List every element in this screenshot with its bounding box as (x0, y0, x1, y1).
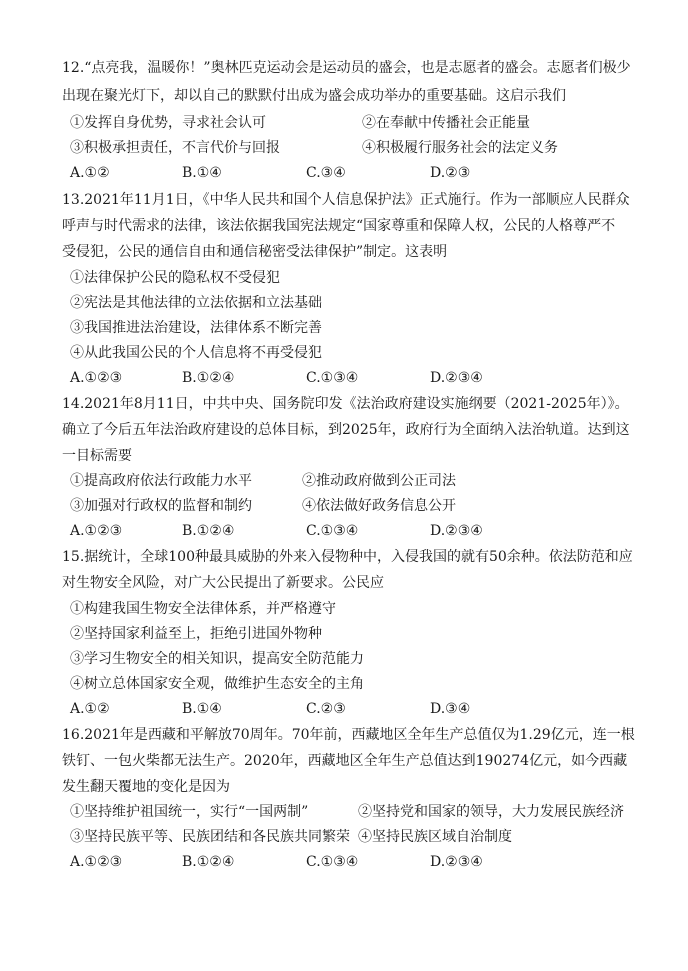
statement-4: ④从此我国公民的个人信息将不再受侵犯 (70, 345, 322, 361)
question-16-stem-line-2: 铁钉、一包火柴都无法生产。2020年，西藏地区全年生产总值达到190274亿元，如今西藏 (62, 753, 628, 769)
question-16-stem-line-1: 16.2021年是西藏和平解放70周年。70年前，西藏地区全年生产总值仅为1.29亿元，连一根 (62, 727, 635, 743)
question-16-statements-row-2 (70, 825, 670, 849)
question-12-stem-line-1: 12.“点亮我，温暖你！”奥林匹克运动会是运动员的盛会，也是志愿者的盛会。志愿者们极少 (62, 60, 631, 76)
question-14-statements-row-1 (70, 469, 670, 493)
statement-2: ②坚持国家利益至上，拒绝引进国外物种 (70, 626, 322, 642)
question-13-stem-line-1: 13.2021年11月1日，《中华人民共和国个人信息保护法》正式施行。作为一部顺应人民群众 (62, 192, 630, 208)
statement-3: ③我国推进法治建设，法律体系不断完善 (70, 320, 322, 336)
question-12-statements-row-1 (70, 111, 670, 135)
question-15-stem-line-1: 15.据统计，全球100种最具威胁的外来入侵物种中，入侵我国的就有50余种。依法防范和应 (62, 549, 633, 565)
statement-4: ④坚持民族区域自治制度 (358, 829, 512, 845)
statement-1: ①提高政府依法行政能力水平 (70, 473, 252, 489)
statement-3: ③加强对行政权的监督和制约 (70, 498, 252, 514)
option-d[interactable]: D.③④ (430, 701, 471, 717)
option-d[interactable]: D.②③ (430, 165, 471, 181)
statement-1: ①坚持维护祖国统一，实行“一国两制” (70, 804, 309, 820)
question-16-stem-line-3: 发生翻天覆地的变化是因为 (62, 779, 230, 795)
statement-1: ①法律保护公民的隐私权不受侵犯 (70, 270, 280, 286)
statement-3: ③坚持民族平等、民族团结和各民族共同繁荣 (70, 829, 350, 845)
question-13-options (62, 366, 662, 390)
option-d[interactable]: D.②③④ (430, 523, 483, 539)
option-c[interactable]: C.①③④ (306, 523, 359, 539)
option-b[interactable]: B.①②④ (182, 370, 235, 386)
statement-1: ①发挥自身优势，寻求社会认可 (70, 115, 266, 131)
question-14-options (62, 519, 662, 543)
option-a[interactable]: A.①② (70, 165, 110, 181)
option-a[interactable]: A.①②③ (70, 523, 123, 539)
option-b[interactable]: B.①②④ (182, 523, 235, 539)
statement-2: ②宪法是其他法律的立法依据和立法基础 (70, 295, 322, 311)
question-12-statements-row-2 (70, 136, 670, 160)
question-13-stem-line-3: 受侵犯，公民的通信自由和通信秘密受法律保护”制定。这表明 (62, 244, 448, 260)
option-b[interactable]: B.①④ (182, 165, 222, 181)
option-a[interactable]: A.①② (70, 701, 110, 717)
option-c[interactable]: C.①③④ (306, 854, 359, 870)
question-15-options (62, 697, 662, 721)
option-c[interactable]: C.①③④ (306, 370, 359, 386)
statement-2: ②坚持党和国家的领导，大力发展民族经济 (358, 804, 624, 820)
question-16-options (62, 850, 662, 874)
question-14-stem-line-3: 一目标需要 (62, 448, 132, 464)
option-a[interactable]: A.①②③ (70, 370, 123, 386)
statement-1: ①构建我国生物安全法律体系，并严格遵守 (70, 601, 336, 617)
question-13-stem-line-2: 呼声与时代需求的法律，该法依据我国宪法规定“国家尊重和保障人权，公民的人格尊严不 (62, 218, 616, 234)
question-12-stem-line-2: 出现在聚光灯下，却以自己的默默付出成为盛会成功举办的重要基础。这启示我们 (62, 88, 566, 104)
question-15-stem-line-2: 对生物安全风险，对广大公民提出了新要求。公民应 (62, 575, 384, 591)
statement-4: ④积极履行服务社会的法定义务 (362, 140, 558, 156)
option-d[interactable]: D.②③④ (430, 854, 483, 870)
option-c[interactable]: C.②③ (306, 701, 346, 717)
question-14-statements-row-2 (70, 494, 670, 518)
question-14-stem-line-2: 确立了今后五年法治政府建设的总体目标，到2025年，政府行为全面纳入法治轨道。达到这 (62, 422, 630, 438)
option-d[interactable]: D.②③④ (430, 370, 483, 386)
statement-2: ②在奉献中传播社会正能量 (362, 115, 530, 131)
option-c[interactable]: C.③④ (306, 165, 346, 181)
question-12-options (62, 161, 662, 185)
option-a[interactable]: A.①②③ (70, 854, 123, 870)
option-b[interactable]: B.①④ (182, 701, 222, 717)
statement-4: ④依法做好政务信息公开 (302, 498, 456, 514)
option-b[interactable]: B.①②④ (182, 854, 235, 870)
statement-2: ②推动政府做到公正司法 (302, 473, 456, 489)
statement-4: ④树立总体国家安全观，做维护生态安全的主角 (70, 676, 364, 692)
statement-3: ③积极承担责任，不言代价与回报 (70, 140, 280, 156)
question-16-statements-row-1 (70, 800, 670, 824)
statement-3: ③学习生物安全的相关知识，提高安全防范能力 (70, 651, 364, 667)
question-14-stem-line-1: 14.2021年8月11日，中共中央、国务院印发《法治政府建设实施纲要（2021-2025年）》。 (62, 396, 629, 412)
